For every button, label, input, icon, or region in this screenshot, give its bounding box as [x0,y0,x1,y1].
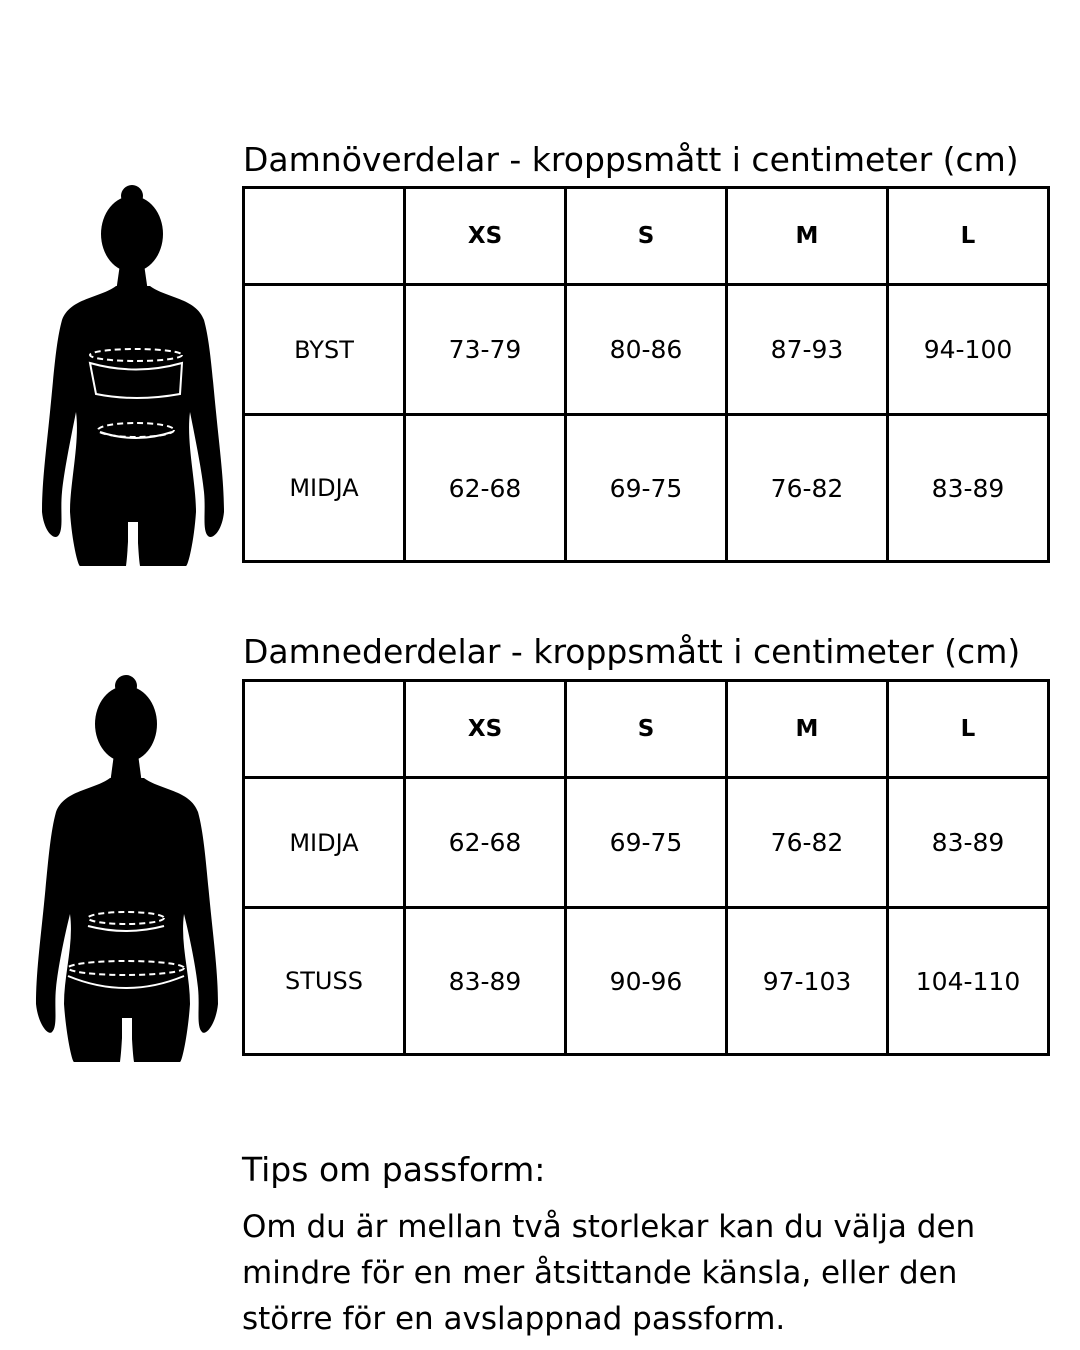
table-cell: 83-89 [888,415,1049,562]
table-cell: 80-86 [566,285,727,415]
row-label: BYST [244,285,405,415]
table-row [244,778,1049,908]
table-cell: 104-110 [888,908,1049,1055]
bottoms-size-table [242,679,1050,1056]
tops-table-title: Damnöverdelar - kroppsmått i centimeter (cm) [243,140,1019,179]
header-cell: XS [405,188,566,285]
table-cell: 87-93 [727,285,888,415]
table-row [244,285,1049,415]
table-header-row [244,188,1049,285]
table-cell: 62-68 [405,415,566,562]
tops-size-table [242,186,1050,563]
body-silhouette-waist-hip-icon [34,674,220,1062]
row-label: MIDJA [244,415,405,562]
header-cell: M [727,188,888,285]
table-cell: 97-103 [727,908,888,1055]
body-silhouette-bust-waist-icon [40,182,226,566]
table-cell: 73-79 [405,285,566,415]
header-cell [244,188,405,285]
bottoms-table-title: Damnederdelar - kroppsmått i centimeter (cm) [243,632,1021,671]
table-cell: 90-96 [566,908,727,1055]
header-cell: M [727,681,888,778]
row-label: MIDJA [244,778,405,908]
table-cell: 69-75 [566,415,727,562]
table-cell: 94-100 [888,285,1049,415]
table-cell: 62-68 [405,778,566,908]
table-cell: 83-89 [888,778,1049,908]
table-header-row [244,681,1049,778]
header-cell: S [566,188,727,285]
table-row [244,908,1049,1055]
header-cell: XS [405,681,566,778]
table-cell: 69-75 [566,778,727,908]
table-row [244,415,1049,562]
table-cell: 76-82 [727,415,888,562]
header-cell [244,681,405,778]
tips-body: Om du är mellan två storlekar kan du välja den mindre för en mer åtsittande känsla, eller den större för en avslappnad passform. [242,1209,976,1337]
header-cell: L [888,188,1049,285]
header-cell: S [566,681,727,778]
table-cell: 83-89 [405,908,566,1055]
header-cell: L [888,681,1049,778]
tips-heading: Tips om passform: [242,1150,546,1189]
table-cell: 76-82 [727,778,888,908]
row-label: STUSS [244,908,405,1055]
